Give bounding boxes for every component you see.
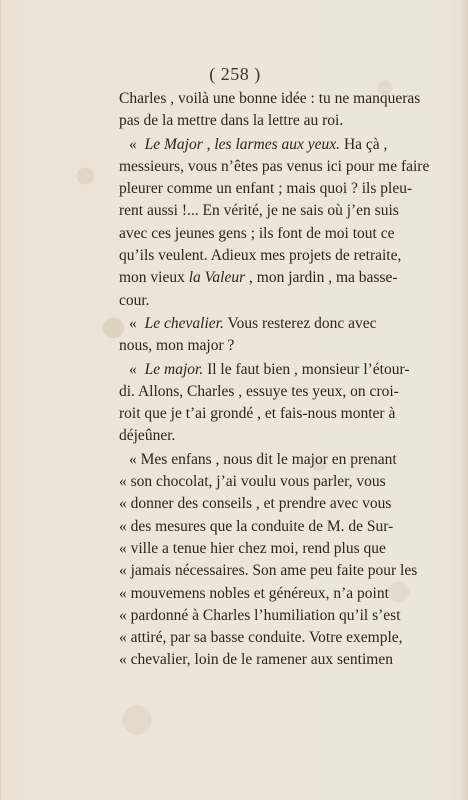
text-line-9 — [119, 267, 447, 289]
text-line-7: avec ces jeunes gens ; ils font de moi tout ce — [119, 224, 395, 242]
stage-direction: les larmes aux yeux. — [214, 135, 341, 153]
text-line-10: cour. — [119, 291, 150, 309]
text-block — [119, 88, 447, 672]
text-line-25: « attiré, par sa basse conduite. Votre exemple, — [119, 629, 403, 647]
text-line-3 — [119, 134, 447, 156]
speaker-name: Le Major — [144, 135, 203, 153]
quote-mark: « — [129, 135, 137, 153]
text-line-15: roit que je t’ai grondé , et fais-nous monter à — [119, 405, 396, 423]
text-line-4: messieurs, vous n’êtes pas venus ici pour me faire — [119, 157, 430, 175]
text-fragment: , — [206, 135, 215, 153]
text-line-19: « donner des conseils , et prendre avec vous — [119, 495, 392, 513]
text-fragment: Vous resterez donc avec — [227, 314, 377, 332]
text-line-12: nous, mon major ? — [119, 337, 235, 355]
text-line-23: « mouvemens nobles et généreux, n’a point — [119, 584, 389, 602]
text-line-16: déjeûner. — [119, 427, 176, 445]
text-line-14: di. Allons, Charles , essuye tes yeux, on croi- — [119, 382, 399, 400]
text-line-24: « pardonné à Charles l’humiliation qu’il s’est — [119, 606, 401, 624]
text-fragment: mon vieux — [119, 269, 189, 287]
text-line-5: pleurer comme un enfant ; mais quoi ? ils pleu- — [119, 180, 413, 198]
page-edge-shadow — [461, 0, 468, 800]
italic-name: la Valeur — [188, 269, 246, 287]
speaker-name: Le major. — [144, 360, 204, 378]
text-fragment: Ha çà , — [343, 135, 388, 153]
text-line-21: « ville a tenue hier chez moi, rend plus que — [119, 539, 386, 557]
text-line-6: rent aussi !... En vérité, je ne sais où j’en suis — [119, 202, 399, 220]
text-line-8: qu’ils veulent. Adieux mes projets de retraite, — [119, 247, 402, 265]
text-fragment: Il le faut bien , monsieur l’étour- — [207, 360, 410, 378]
quote-mark: « — [129, 360, 137, 378]
text-line-22: « jamais nécessaires. Son ame peu faite pour les — [119, 562, 418, 580]
text-line-26: « chevalier, loin de le ramener aux sentimen — [119, 651, 393, 669]
text-line-2: pas de la mettre dans la lettre au roi. — [119, 112, 344, 130]
text-line-13 — [119, 359, 447, 381]
text-line-20: « des mesures que la conduite de M. de Sur- — [119, 517, 394, 535]
text-line-18: « son chocolat, j’ai voulu vous parler, vous — [119, 473, 386, 491]
page-number: ( 258 ) — [209, 64, 261, 84]
speaker-name: Le chevalier. — [144, 314, 224, 332]
text-fragment: , mon jardin , ma basse- — [249, 269, 398, 287]
text-line-11 — [119, 313, 447, 335]
quote-mark: « — [129, 314, 137, 332]
text-line-17: « Mes enfans , nous dit le major en prenant — [129, 450, 397, 468]
text-line-1: Charles , voilà une bonne idée : tu ne manqueras — [119, 90, 421, 107]
